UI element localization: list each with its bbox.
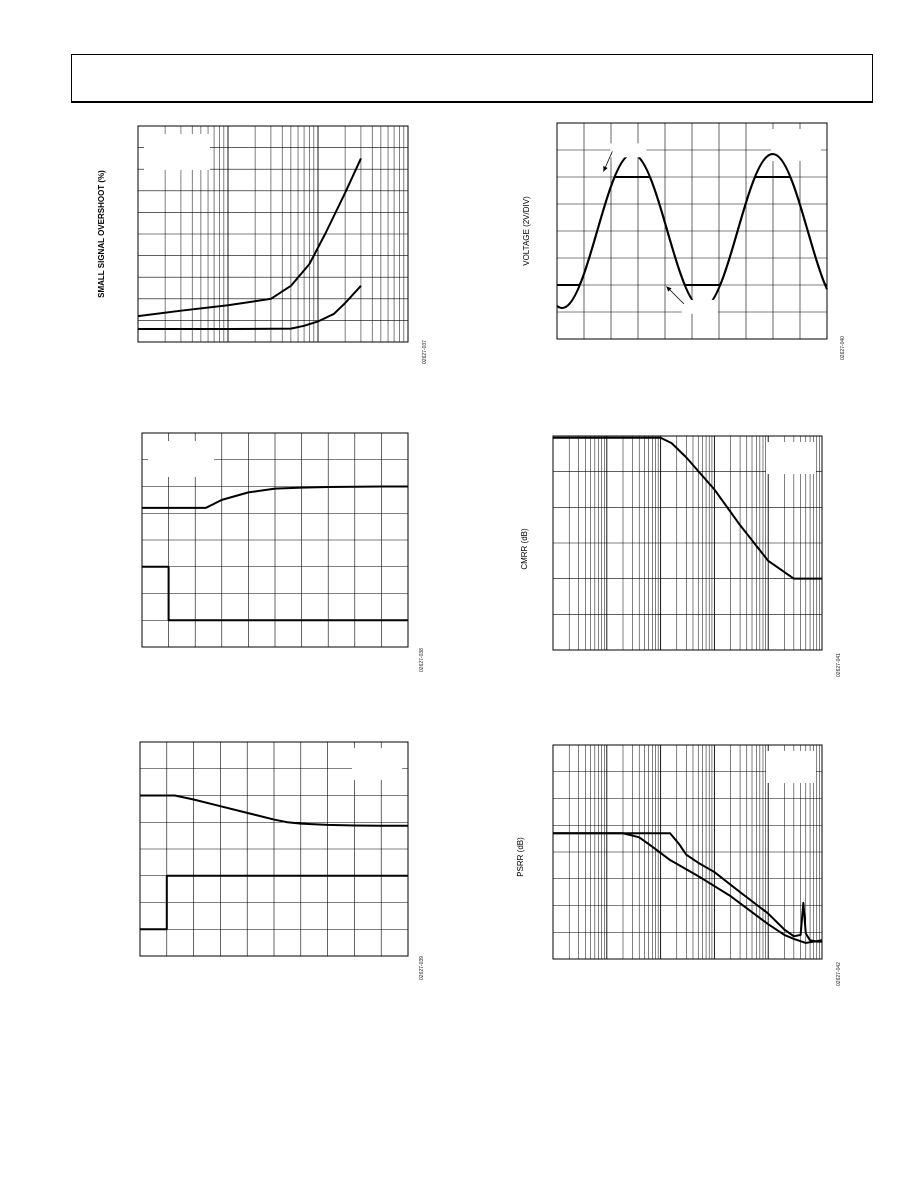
- chart-2-ylabel: VOLTAGE (2V/DIV): [522, 196, 531, 266]
- chart-3-plot: [142, 433, 408, 647]
- chart-2-figure-code: 02627-040: [840, 336, 846, 360]
- legend-box: [766, 442, 816, 474]
- chart-6-figure-code: 02627-042: [836, 962, 842, 986]
- chart-6-ylabel: PSRR (dB): [516, 837, 525, 877]
- chart-1-plot: [138, 126, 408, 342]
- chart-5-figure-code: 02627-039: [419, 956, 425, 980]
- legend-box: [144, 134, 210, 170]
- chart-3-figure-code: 02627-038: [419, 648, 425, 672]
- legend-box: [148, 441, 214, 477]
- chart-1-figure-code: 02627-037: [422, 340, 428, 364]
- chart-4-figure-code: 02627-041: [836, 653, 842, 677]
- chart-5-plot: [140, 742, 408, 956]
- chart-2-plot: [557, 123, 827, 339]
- chart-4-plot: [553, 436, 822, 650]
- chart-1-series-2: [138, 286, 361, 329]
- legend-box: [766, 751, 816, 783]
- page-header-box: [71, 54, 873, 103]
- chart-4-ylabel: CMRR (dB): [520, 528, 529, 570]
- chart-1-series-1: [138, 158, 361, 316]
- legend-box: [352, 748, 402, 780]
- chart-6-plot: [553, 745, 822, 959]
- chart-6-series-1: [553, 833, 822, 941]
- annotation-label-box: [610, 143, 646, 157]
- chart-1-ylabel: SMALL SIGNAL OVERSHOOT (%): [97, 170, 106, 298]
- annotation-label-box: [682, 300, 718, 314]
